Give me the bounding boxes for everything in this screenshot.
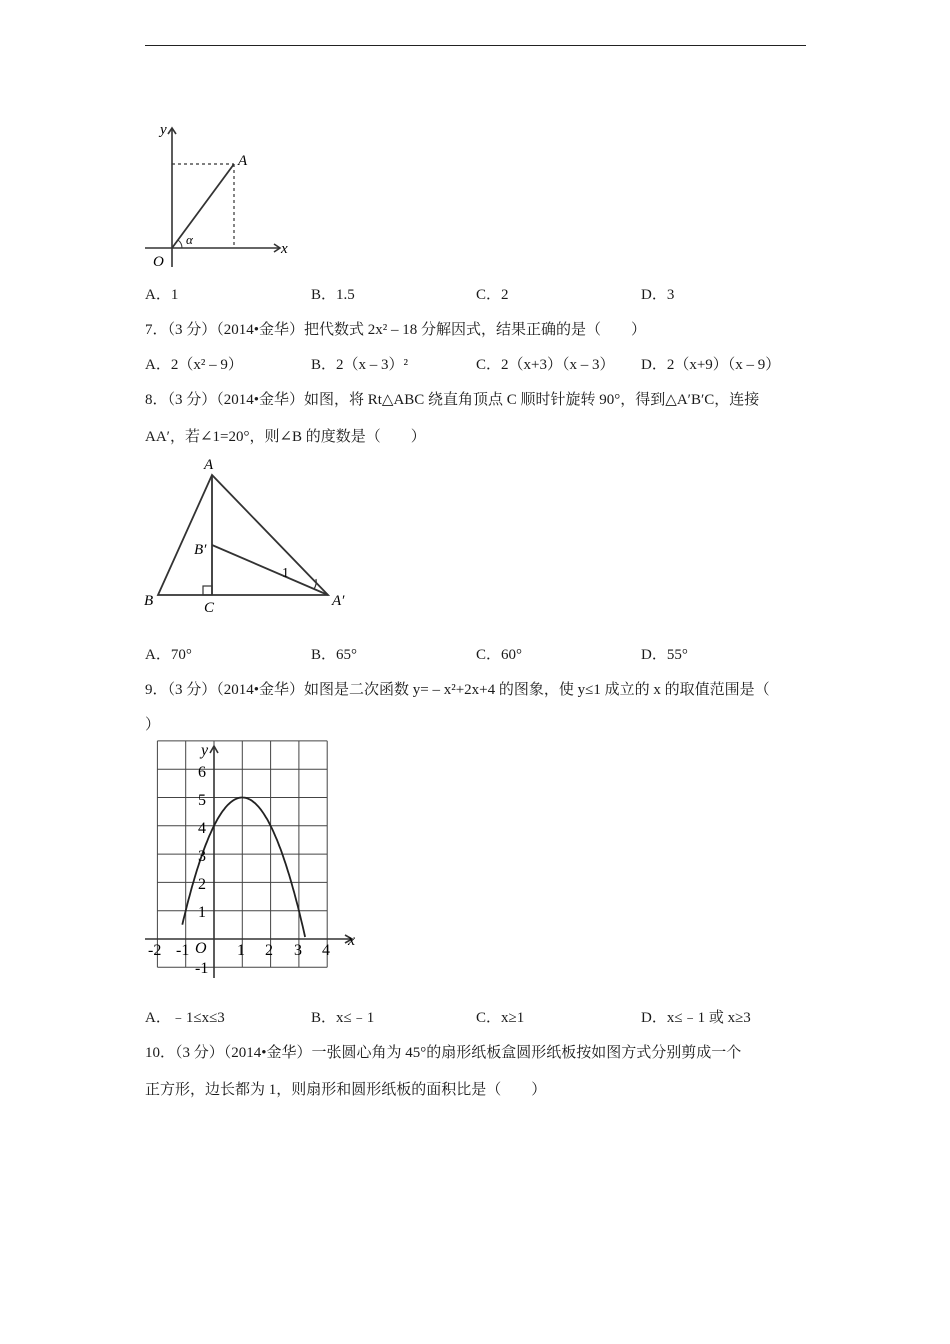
q7-option-d[interactable]: D．2（x+9）（x – 9） bbox=[641, 357, 781, 373]
q8-option-a[interactable]: A．70° bbox=[145, 647, 192, 663]
q6-figure bbox=[140, 120, 290, 270]
q9-origin-label: O bbox=[195, 940, 207, 957]
q9-x-tick: 3 bbox=[294, 942, 302, 959]
q9-x-ticks bbox=[148, 942, 330, 959]
q9-option-d[interactable]: D．x≤﹣1 或 x≥3 bbox=[641, 1010, 751, 1026]
q9-grid bbox=[157, 741, 327, 967]
q9-x-tick: -2 bbox=[148, 942, 162, 959]
q7-option-b[interactable]: B．2（x – 3）² bbox=[311, 357, 409, 373]
q8-label-b: B bbox=[144, 593, 154, 609]
q8-options bbox=[145, 645, 806, 665]
q9-options bbox=[145, 1008, 806, 1028]
q6-y-label: y bbox=[160, 122, 167, 138]
q9-question-line2: ） bbox=[145, 717, 161, 733]
q8-label-b-prime: B′ bbox=[194, 542, 207, 558]
q6-x-label: x bbox=[281, 241, 288, 257]
q8-angle-1-label: 1 bbox=[282, 566, 289, 581]
q9-y-tick: 3 bbox=[198, 848, 206, 865]
q10-question-line2: 正方形，边长都为 1，则扇形和圆形纸板的面积比是（ ） bbox=[145, 1082, 547, 1098]
q9-y-tick: 4 bbox=[198, 820, 206, 837]
q8-label-c: C bbox=[204, 600, 215, 616]
q9-y-tick: 2 bbox=[198, 876, 206, 893]
q8-question-line1: 8．（3 分）（2014•金华）如图，将 Rt△ABC 绕直角顶点 C 顺时针旋转 90°，得到△A′B′C，连接 bbox=[145, 392, 760, 408]
q9-x-tick: 4 bbox=[322, 942, 330, 959]
q9-option-b[interactable]: B．x≤﹣1 bbox=[311, 1010, 375, 1026]
q6-angle-label: α bbox=[186, 232, 193, 247]
q6-option-c[interactable]: C．2 bbox=[476, 287, 509, 303]
q6-option-a[interactable]: A．1 bbox=[145, 287, 179, 303]
q9-option-a[interactable]: A．﹣1≤x≤3 bbox=[145, 1010, 225, 1026]
q9-x-label: x bbox=[348, 932, 356, 949]
q6-point-a-label: A bbox=[238, 153, 248, 169]
q6-origin-label: O bbox=[153, 254, 164, 270]
q6-options bbox=[145, 285, 806, 305]
q6-option-d[interactable]: D．3 bbox=[641, 287, 675, 303]
q9-x-tick: 2 bbox=[265, 942, 273, 959]
q9-question-line1: 9．（3 分）（2014•金华）如图是二次函数 y= – x²+2x+4 的图象，使 y≤1 成立的 x 的取值范围是（ bbox=[145, 682, 770, 698]
q9-y-label: y bbox=[201, 742, 209, 759]
q10-question-line1: 10．（3 分）（2014•金华）一张圆心角为 45°的扇形纸板盒圆形纸板按如图方式分别剪成一个 bbox=[145, 1045, 742, 1061]
q8-option-d[interactable]: D．55° bbox=[641, 647, 688, 663]
q8-question-line2: AA′，若∠1=20°，则∠B 的度数是（ ） bbox=[145, 429, 426, 445]
q9-y-tick: -1 bbox=[195, 960, 209, 977]
q9-y-tick: 1 bbox=[198, 904, 206, 921]
q9-figure bbox=[140, 740, 370, 980]
q6-option-b[interactable]: B．1.5 bbox=[311, 287, 355, 303]
q9-y-tick: 6 bbox=[198, 764, 206, 781]
q9-y-tick: 5 bbox=[198, 792, 206, 809]
q8-label-a: A bbox=[204, 457, 214, 473]
q8-option-b[interactable]: B．65° bbox=[311, 647, 358, 663]
q8-figure bbox=[140, 455, 360, 615]
header-rule bbox=[145, 45, 806, 46]
q7-option-c[interactable]: C．2（x+3）（x – 3） bbox=[476, 357, 615, 373]
q9-x-tick: -1 bbox=[176, 942, 190, 959]
q9-x-tick: 1 bbox=[237, 942, 245, 959]
q7-option-a[interactable]: A．2（x² – 9） bbox=[145, 357, 243, 373]
q8-label-a-prime: A′ bbox=[332, 593, 345, 609]
q7-question: 7．（3 分）（2014•金华）把代数式 2x² – 18 分解因式，结果正确的是（ ） bbox=[145, 322, 647, 338]
q9-option-c[interactable]: C．x≥1 bbox=[476, 1010, 525, 1026]
q8-option-c[interactable]: C．60° bbox=[476, 647, 523, 663]
q7-options bbox=[145, 355, 806, 375]
